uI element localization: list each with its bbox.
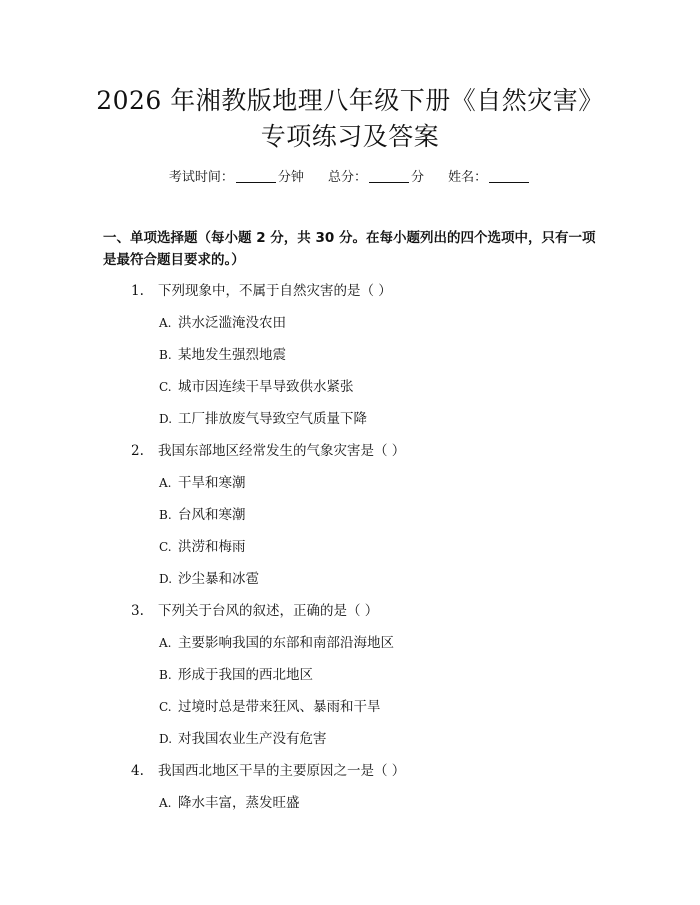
exam-time-field	[169, 168, 304, 188]
question-1-option-c	[159, 377, 354, 397]
question-2-option-c	[159, 537, 246, 557]
total-score-field	[328, 168, 424, 188]
option-text: 某地发生强烈地震	[178, 347, 286, 363]
question-2	[131, 441, 405, 461]
exam-time-label: 考试时间：	[168, 170, 234, 185]
option-text: 台风和寒潮	[178, 507, 246, 523]
option-text: 降水丰富，蒸发旺盛	[178, 795, 300, 811]
total-score-blank	[369, 168, 409, 183]
total-score-unit: 分	[411, 170, 425, 185]
option-text: 沙尘暴和冰雹	[178, 571, 259, 587]
question-2-option-b	[159, 505, 246, 525]
option-text: 洪涝和梅雨	[178, 539, 246, 555]
question-4-option-a	[159, 793, 300, 813]
question-3	[131, 601, 378, 621]
student-name-blank	[489, 168, 529, 183]
exam-meta-line	[0, 168, 700, 188]
option-text: 对我国农业生产没有危害	[178, 731, 327, 747]
question-1-option-b	[159, 345, 286, 365]
document-title-line1: 2026 年湘教版地理八年级下册《自然灾害》	[96, 86, 604, 115]
option-letter: A.	[159, 636, 172, 650]
option-letter: A.	[159, 796, 172, 810]
document-title-line2: 专项练习及答案	[260, 122, 440, 151]
section-heading-single-choice: 一、单项选择题（每小题 2 分，共 30 分。在每小题列出的四个选项中，只有一项是最符合题目要求的。）	[103, 230, 596, 268]
question-text: 我国东部地区经常发生的气象灾害是（ ）	[158, 443, 406, 459]
question-3-option-d	[159, 729, 327, 749]
option-text: 工厂排放废气导致空气质量下降	[178, 411, 367, 427]
question-number: 1.	[131, 283, 144, 299]
option-letter: D.	[159, 732, 173, 746]
question-text: 下列关于台风的叙述，正确的是（ ）	[158, 603, 379, 619]
question-3-option-a	[159, 633, 394, 653]
question-number: 3.	[131, 603, 144, 619]
option-letter: B.	[159, 508, 172, 522]
option-text: 干旱和寒潮	[178, 475, 246, 491]
question-2-option-d	[159, 569, 259, 589]
option-letter: C.	[159, 540, 172, 554]
question-number: 4.	[131, 763, 144, 779]
option-text: 洪水泛滥淹没农田	[178, 315, 286, 331]
question-1	[131, 281, 392, 301]
exam-time-blank	[236, 168, 276, 183]
question-text: 我国西北地区干旱的主要原因之一是（ ）	[158, 763, 406, 779]
option-letter: B.	[159, 668, 172, 682]
option-text: 过境时总是带来狂风、暴雨和干旱	[178, 699, 381, 715]
student-name-label: 姓名：	[448, 170, 488, 185]
student-name-field	[448, 168, 531, 188]
option-letter: C.	[159, 700, 172, 714]
question-4	[131, 761, 405, 781]
exam-time-unit: 分钟	[277, 170, 304, 185]
question-2-option-a	[159, 473, 246, 493]
question-3-option-b	[159, 665, 313, 685]
option-text: 城市因连续干旱导致供水紧张	[178, 379, 354, 395]
option-text: 主要影响我国的东部和南部沿海地区	[178, 635, 394, 651]
option-letter: D.	[159, 412, 173, 426]
option-letter: A.	[159, 476, 172, 490]
total-score-label: 总分：	[327, 170, 367, 185]
question-3-option-c	[159, 697, 381, 717]
question-1-option-d	[159, 409, 367, 429]
question-1-option-a	[159, 313, 286, 333]
option-letter: D.	[159, 572, 173, 586]
option-text: 形成于我国的西北地区	[178, 667, 313, 683]
option-letter: C.	[159, 380, 172, 394]
option-letter: A.	[159, 316, 172, 330]
option-letter: B.	[159, 348, 172, 362]
question-number: 2.	[131, 443, 144, 459]
question-text: 下列现象中，不属于自然灾害的是（ ）	[158, 283, 392, 299]
